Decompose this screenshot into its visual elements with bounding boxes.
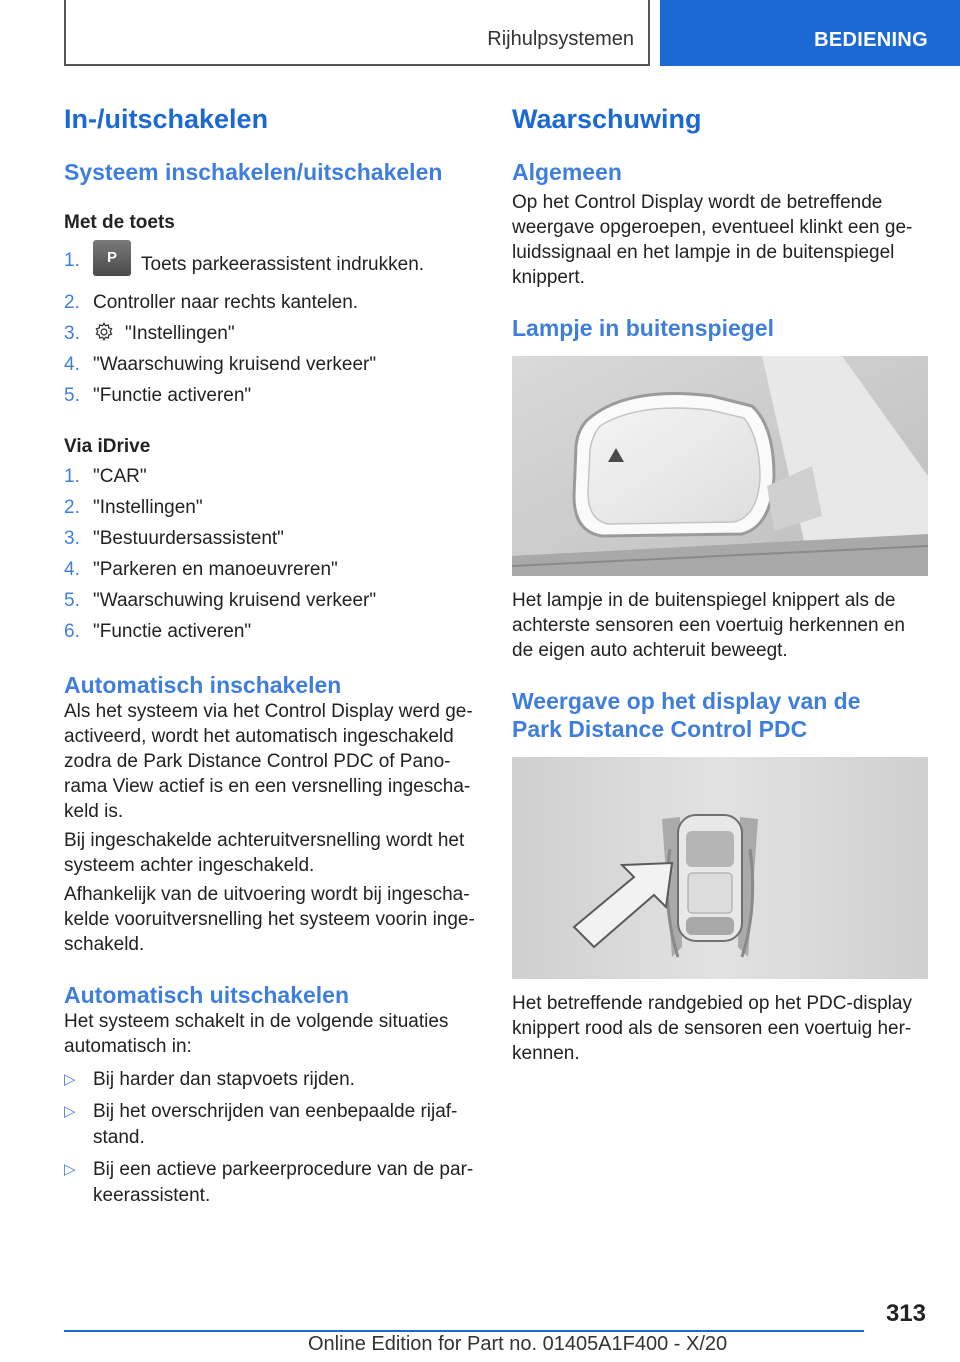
- step-number: 2.: [64, 292, 80, 313]
- pdc-drawing: [512, 757, 928, 979]
- list-item: [64, 616, 478, 647]
- figure-caption: Het betreffende randgebied op het PDC-display knippert rood als de sensoren een voertuig her-kennen.: [512, 993, 912, 1064]
- paragraph: Het systeem schakelt in de volgende situaties automatisch in:: [64, 1011, 449, 1057]
- right-column: [512, 100, 928, 1066]
- idrive-steps-list: [64, 461, 478, 647]
- bullet-triangle-icon: ▷: [64, 1071, 76, 1088]
- step-text: "CAR": [93, 466, 147, 487]
- bullet-text: Bij het overschrijden van eenbepaalde rijaf-stand.: [93, 1101, 458, 1148]
- list-item: [64, 349, 478, 380]
- step-text: "Waarschuwing kruisend verkeer": [93, 354, 377, 375]
- button-steps-list: [64, 245, 478, 411]
- step-text: "Bestuurdersassistent": [93, 528, 284, 549]
- step-number: 3.: [64, 528, 80, 549]
- parking-assistant-button-icon: P: [93, 240, 131, 276]
- heading-waarschuwing: Waarschuwing: [512, 104, 702, 134]
- heading-automatisch-inschakelen: Automatisch inschakelen: [64, 672, 342, 698]
- header-section-title: Rijhulpsystemen: [487, 28, 634, 50]
- list-item: [64, 492, 478, 523]
- settings-gear-icon: [93, 321, 115, 343]
- step-number: 6.: [64, 621, 80, 642]
- bullet-triangle-icon: ▷: [64, 1103, 76, 1120]
- list-item: [64, 1065, 478, 1097]
- list-item: [64, 523, 478, 554]
- step-number: 5.: [64, 590, 80, 611]
- step-text: "Functie activeren": [93, 385, 252, 406]
- pdc-display-illustration: [512, 757, 928, 979]
- header-section-box: [64, 0, 650, 66]
- heading-automatisch-uitschakelen: Automatisch uitschakelen: [64, 982, 350, 1008]
- step-text: "Parkeren en manoeuvreren": [93, 559, 338, 580]
- list-item: [64, 287, 478, 318]
- heading-algemeen: Algemeen: [512, 159, 622, 185]
- header-chapter-title: BEDIENING: [814, 29, 928, 51]
- figure-caption: Het lampje in de buitenspiegel knippert als de achterste sensoren een voertuig herkennen en de eigen auto achteruit beweegt.: [512, 590, 905, 661]
- mirror-drawing: [512, 356, 928, 576]
- left-column: [64, 100, 478, 1213]
- mirror-illustration: [512, 356, 928, 576]
- list-item: [64, 380, 478, 411]
- step-number: 1.: [64, 466, 80, 487]
- step-number: 1.: [64, 250, 80, 271]
- list-item: [64, 318, 478, 349]
- bullet-triangle-icon: ▷: [64, 1161, 76, 1178]
- subheading-via-idrive: Via iDrive: [64, 436, 151, 457]
- step-number: 3.: [64, 323, 80, 344]
- list-item: [64, 245, 478, 287]
- step-number: 4.: [64, 354, 80, 375]
- conditions-list: [64, 1065, 478, 1213]
- page-number: 313: [885, 1300, 926, 1327]
- bullet-text: Bij een actieve parkeerprocedure van de par-keerassistent.: [93, 1159, 474, 1206]
- footer-edition: Online Edition for Part no. 01405A1F400 - X/20: [308, 1333, 728, 1355]
- heading-weergave-pdc: Weergave op het display van de Park Distance Control PDC: [512, 688, 861, 742]
- step-number: 2.: [64, 497, 80, 518]
- step-text: "Waarschuwing kruisend verkeer": [93, 590, 377, 611]
- subheading-met-de-toets: Met de toets: [64, 212, 175, 233]
- step-number: 5.: [64, 385, 80, 406]
- step-text: "Instellingen": [125, 323, 235, 344]
- paragraph: Op het Control Display wordt de betreffende weergave opgeroepen, eventueel klinkt een ge-luidssignaal en het lampje in de buitenspiegel knippert.: [512, 192, 913, 288]
- heading-lampje-buitenspiegel: Lampje in buitenspiegel: [512, 315, 774, 341]
- list-item: [64, 585, 478, 616]
- heading-systeem-schakelen: Systeem inschakelen/uitschakelen: [64, 159, 443, 185]
- step-text: Toets parkeerassistent indrukken.: [141, 254, 425, 275]
- step-text: "Functie activeren": [93, 621, 252, 642]
- step-number: 4.: [64, 559, 80, 580]
- list-item: [64, 1097, 478, 1155]
- paragraph: Bij ingeschakelde achteruitversnelling wordt het systeem achter ingeschakeld.: [64, 830, 465, 876]
- step-text: Controller naar rechts kantelen.: [93, 292, 359, 313]
- step-text: "Instellingen": [93, 497, 203, 518]
- list-item: [64, 461, 478, 492]
- list-item: [64, 1155, 478, 1213]
- paragraph: Afhankelijk van de uitvoering wordt bij ingescha-kelde vooruitversnelling het systeem voorin inge-schakeld.: [64, 884, 475, 955]
- bullet-text: Bij harder dan stapvoets rijden.: [93, 1069, 355, 1090]
- footer-divider: [64, 1330, 864, 1332]
- header-chapter-tab: [660, 0, 960, 66]
- paragraph: Als het systeem via het Control Display werd ge-activeerd, wordt het automatisch ingeschakeld zodra de Park Distance Control PDC of Pano-rama View actief is en een versnelling ingescha-keld is.: [64, 701, 473, 822]
- list-item: [64, 554, 478, 585]
- heading-in-uitschakelen: In-/uitschakelen: [64, 104, 269, 134]
